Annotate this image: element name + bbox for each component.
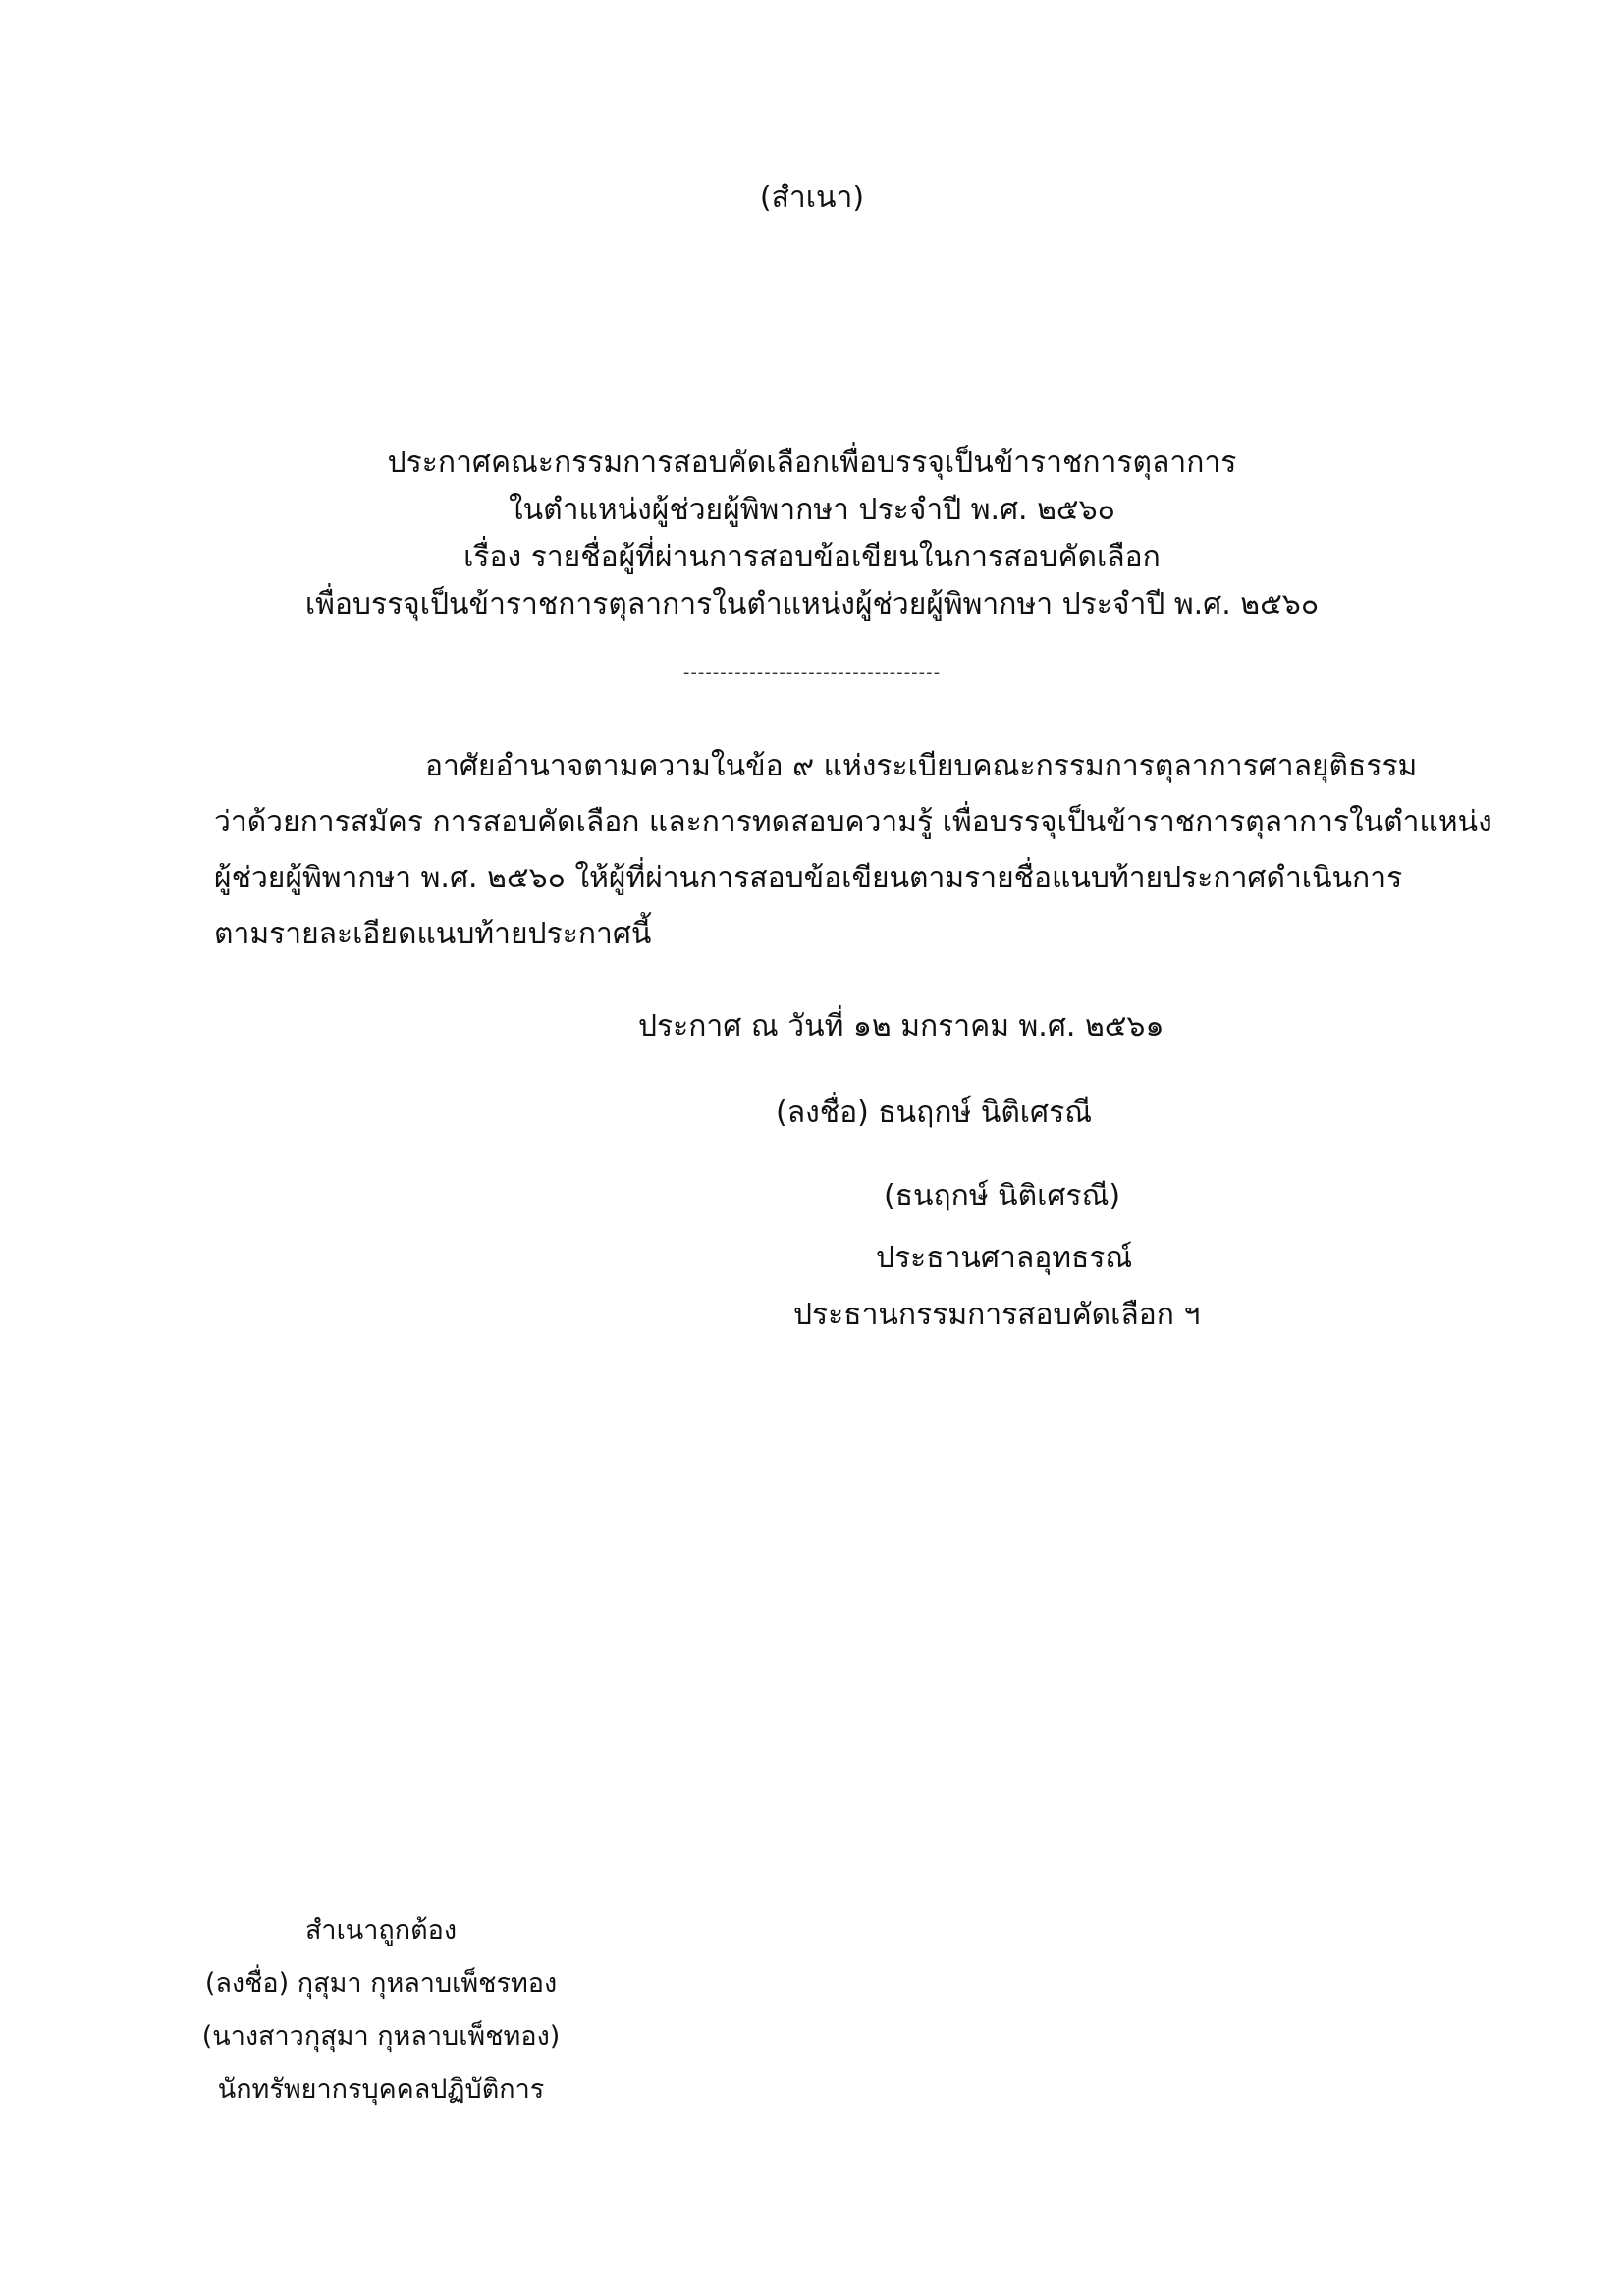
body-line-2: ว่าด้วยการสมัคร การสอบคัดเลือก และการทดสอบความรู้ เพื่อบรรจุเป็นข้าราชการตุลาการในตำแหน่ง — [214, 805, 1492, 839]
divider-text: ----------------------------------- — [682, 663, 942, 683]
announcement-title — [0, 440, 1624, 628]
body-line-4: ตามรายละเอียดแนบท้ายประกาศนี้ — [214, 917, 652, 951]
title-line-4: เพื่อบรรจุเป็นข้าราชการตุลาการในตำแหน่งผู้ช่วยผู้พิพากษา ประจำปี พ.ศ. ๒๕๖๐ — [304, 587, 1320, 621]
signatory-title-2: ประธานกรรมการสอบคัดเลือก ฯ — [793, 1298, 1201, 1332]
copy-mark-text: (สำเนา) — [759, 181, 865, 215]
title-line-3: เรื่อง รายชื่อผู้ที่ผ่านการสอบข้อเขียนในการสอบคัดเลือก — [463, 540, 1161, 574]
body-line-1: อาศัยอำนาจตามความในข้อ ๙ แห่งระเบียบคณะกรรมการตุลาการศาลยุติธรรม — [425, 749, 1418, 783]
announcement-date: ประกาศ ณ วันที่ ๑๒ มกราคม พ.ศ. ๒๕๖๑ — [638, 1009, 1164, 1043]
signatory-title-1: ประธานศาลอุทธรณ์ — [876, 1241, 1133, 1275]
cert-line-4: นักทรัพยากรบุคคลปฏิบัติการ — [217, 2074, 545, 2105]
signatory-name: (ธนฤกษ์ นิติเศรณี) — [884, 1179, 1121, 1213]
title-line-1: ประกาศคณะกรรมการสอบคัดเลือกเพื่อบรรจุเป็นข้าราชการตุลาการ — [387, 446, 1237, 480]
cert-line-2: (ลงชื่อ) กุสุมา กุหลาบเพ็ชรทอง — [204, 1968, 558, 1999]
title-line-2: ในตำแหน่งผู้ช่วยผู้พิพากษา ประจำปี พ.ศ. ๒๕๖๐ — [509, 493, 1115, 527]
body-line-3: ผู้ช่วยผู้พิพากษา พ.ศ. ๒๕๖๐ ให้ผู้ที่ผ่านการสอบข้อเขียนตามรายชื่อแนบท้ายประกาศดำเนินการ — [214, 861, 1403, 895]
cert-line-1: สำเนาถูกต้อง — [304, 1915, 458, 1946]
copy-mark — [0, 175, 1624, 222]
copy-certification — [194, 1904, 568, 2116]
title-divider — [0, 662, 1624, 685]
cert-line-3: (นางสาวกุสุมา กุหลาบเพ็ชทอง) — [201, 2021, 561, 2052]
signed-line: (ลงชื่อ) ธนฤกษ์ นิติเศรณี — [776, 1095, 1093, 1130]
body-paragraph — [214, 738, 1492, 962]
